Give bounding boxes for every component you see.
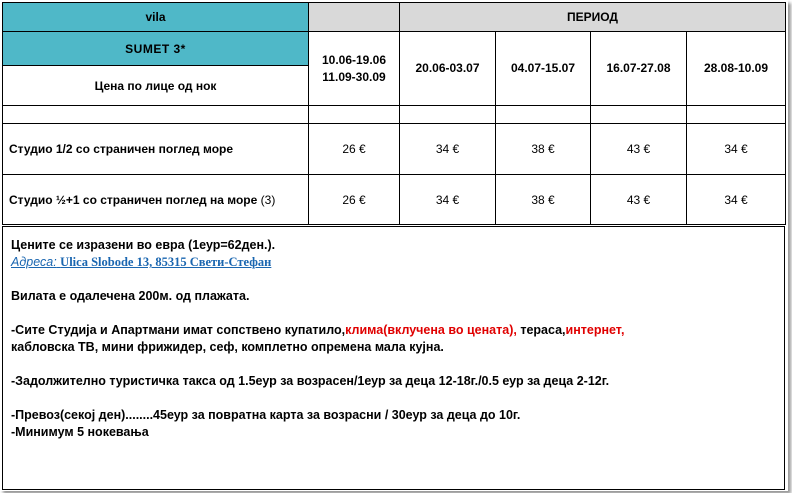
period-header-4: 16.07-27.08 xyxy=(591,32,687,106)
transfer-note: -Превоз(секој ден)........45еур за повратна карта за возрасни / 30еур за деца до 10г. xyxy=(11,408,521,422)
price-cell: 34 € xyxy=(687,175,786,225)
period-header-3: 04.07-15.07 xyxy=(496,32,591,106)
price-cell: 26 € xyxy=(309,175,400,225)
distance-note: Вилата е одалечена 200м. од плажата. xyxy=(11,289,250,303)
period-label: ПЕРИОД xyxy=(400,3,786,32)
period-1-line2: 11.09-30.09 xyxy=(322,69,386,84)
price-table xyxy=(2,2,786,225)
table-row xyxy=(3,175,786,225)
amenities-end: кабловска ТВ, мини фрижидер, сеф, комплетно опремена мала кујна. xyxy=(11,340,444,354)
price-note: Цена по лице од нок xyxy=(3,66,309,106)
address-value: Ulica Slobode 13, 85315 Свети-Стефан xyxy=(60,255,272,269)
amenities-mid: тераса, xyxy=(516,323,566,337)
amenities-note xyxy=(11,322,776,356)
price-cell: 26 € xyxy=(309,124,400,175)
address-label: Адреса: xyxy=(11,255,57,269)
minimum-note: -Минимум 5 нокевања xyxy=(11,425,149,439)
spacer-cell xyxy=(3,106,309,124)
address xyxy=(11,254,776,271)
amenities-start: -Сите Студија и Апартмани имат сопствено купатило, xyxy=(11,323,346,337)
price-cell: 34 € xyxy=(400,175,496,225)
period-header-1 xyxy=(309,32,400,106)
vila-label: vila xyxy=(3,3,309,32)
period-header-2: 20.06-03.07 xyxy=(400,32,496,106)
period-1-line1: 10.06-19.06 xyxy=(321,52,387,67)
price-cell: 34 € xyxy=(400,124,496,175)
price-cell: 34 € xyxy=(687,124,786,175)
property-name: SUMET 3* xyxy=(3,32,309,66)
amenities-ac: клима(вклучена во цената), xyxy=(345,323,517,337)
room-name: Студио 1/2 со страничен поглед море xyxy=(3,124,309,175)
period-spacer xyxy=(309,3,400,32)
address-link[interactable] xyxy=(11,255,271,269)
room-name-cell xyxy=(3,175,309,225)
amenities-internet: интернет, xyxy=(565,323,625,337)
price-cell: 43 € xyxy=(591,124,687,175)
period-header-5: 28.08-10.09 xyxy=(687,32,786,106)
price-cell: 43 € xyxy=(591,175,687,225)
price-cell: 38 € xyxy=(496,124,591,175)
price-cell: 38 € xyxy=(496,175,591,225)
currency-note: Цените се изразени во евра (1еур=62ден.). xyxy=(11,238,276,252)
table-row xyxy=(3,124,786,175)
room-name: Студио ½+1 со страничен поглед на море xyxy=(9,192,258,207)
room-name-extra: (3) xyxy=(260,192,276,207)
info-box xyxy=(2,226,785,490)
tax-note: -Задолжително туристичка такса од 1.5еур за возрасен/1еур за деца 12-18г./0.5 еур за деца 2-12г. xyxy=(11,374,610,388)
